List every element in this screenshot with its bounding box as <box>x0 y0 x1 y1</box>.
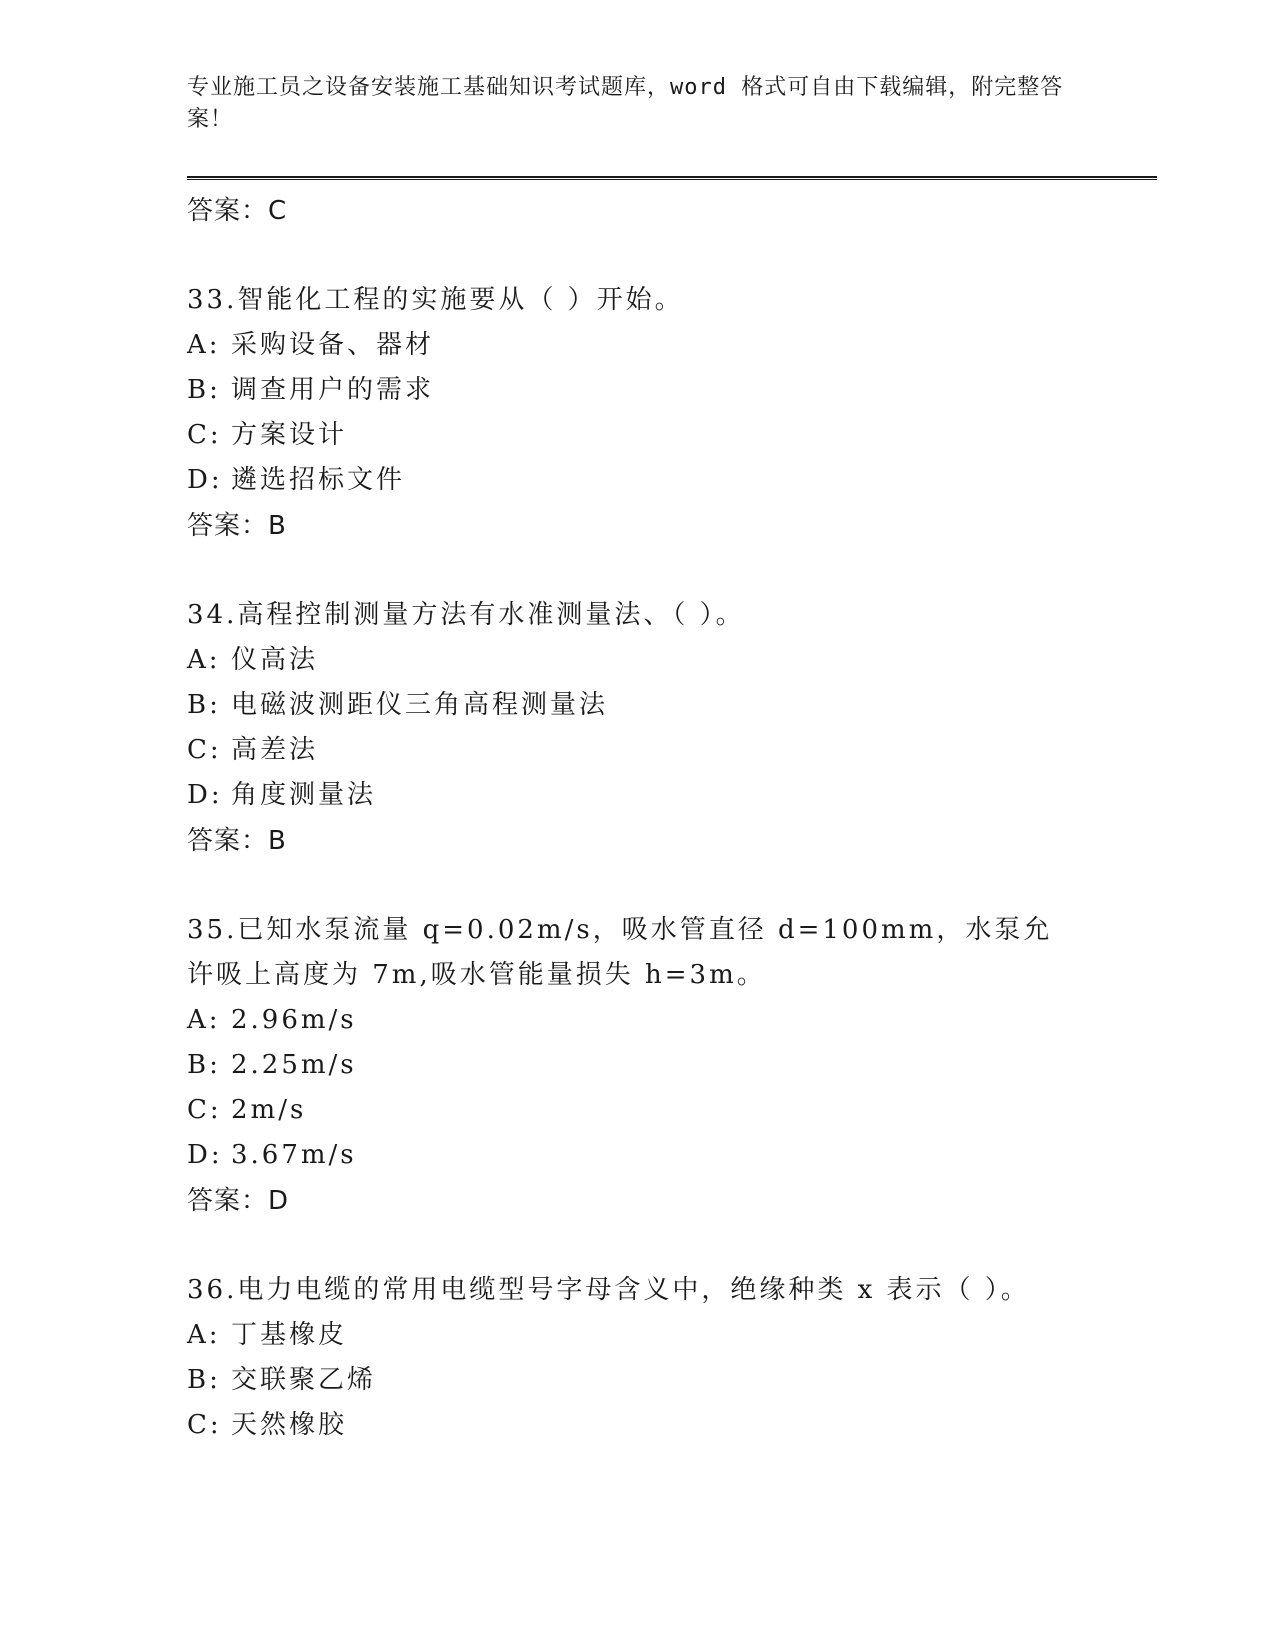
question-block <box>187 908 1067 1224</box>
page-header-text: 专业施工员之设备安装施工基础知识考试题库，word 格式可自由下载编辑，附完整答案！ <box>187 75 1064 132</box>
option-text: 角度测量法 <box>231 780 377 810</box>
option-c <box>187 1403 1067 1448</box>
option-key: B: <box>187 1365 221 1395</box>
option-b <box>187 1358 1067 1403</box>
option-key: A: <box>187 330 221 360</box>
question-text: 34.高程控制测量方法有水准测量法、（ ）。 <box>187 600 745 630</box>
option-text: 交联聚乙烯 <box>231 1365 377 1395</box>
option-text: 遴选招标文件 <box>231 465 406 495</box>
question-text: 33.智能化工程的实施要从（ ）开始。 <box>187 285 684 315</box>
option-text: 方案设计 <box>231 420 348 450</box>
option-key: D: <box>187 780 223 810</box>
option-a <box>187 998 1067 1043</box>
option-key: B: <box>187 690 221 720</box>
option-key: A: <box>187 1005 221 1035</box>
option-text: 3.67m/s <box>231 1140 357 1170</box>
option-key: A: <box>187 645 221 675</box>
option-d <box>187 458 1067 503</box>
option-text: 丁基橡皮 <box>231 1320 348 1350</box>
option-text: 2.25m/s <box>231 1050 357 1080</box>
question-block <box>187 278 1067 549</box>
option-text: 天然橡胶 <box>231 1410 348 1440</box>
option-text: 调查用户的需求 <box>231 375 435 405</box>
option-key: D: <box>187 1140 223 1170</box>
option-text: 采购设备、器材 <box>231 330 435 360</box>
option-b <box>187 683 1067 728</box>
option-b <box>187 1043 1067 1088</box>
option-text: 仪高法 <box>231 645 319 675</box>
option-key: C: <box>187 420 222 450</box>
question-text: 35.已知水泵流量 q=0.02m/s，吸水管直径 d=100mm，水泵允许吸上高度为 7m,吸水管能量损失 h=3m。 <box>187 915 1053 990</box>
answer-line: 答案：D <box>187 1186 290 1216</box>
option-a <box>187 1313 1067 1358</box>
option-b <box>187 368 1067 413</box>
option-c <box>187 728 1067 773</box>
option-key: D: <box>187 465 223 495</box>
question-text: 36.电力电缆的常用电缆型号字母含义中，绝缘种类 x 表示（ ）。 <box>187 1275 1030 1305</box>
answer-line: 答案：B <box>187 511 287 541</box>
option-d <box>187 1133 1067 1178</box>
option-key: C: <box>187 1410 222 1440</box>
answer-line: 答案：C <box>187 196 288 226</box>
question-block <box>187 593 1067 864</box>
option-key: C: <box>187 1095 222 1125</box>
option-c <box>187 1088 1067 1133</box>
option-a <box>187 638 1067 683</box>
option-d <box>187 773 1067 818</box>
option-text: 2m/s <box>231 1095 307 1125</box>
header-divider <box>187 176 1157 180</box>
option-text: 高差法 <box>231 735 319 765</box>
option-c <box>187 413 1067 458</box>
option-text: 2.96m/s <box>231 1005 357 1035</box>
option-key: B: <box>187 375 221 405</box>
question-list <box>187 188 1067 1448</box>
question-block <box>187 1268 1067 1448</box>
option-key: B: <box>187 1050 221 1080</box>
answer-line: 答案：B <box>187 826 287 856</box>
option-a <box>187 323 1067 368</box>
option-text: 电磁波测距仪三角高程测量法 <box>231 690 609 720</box>
option-key: C: <box>187 735 222 765</box>
option-key: A: <box>187 1320 221 1350</box>
